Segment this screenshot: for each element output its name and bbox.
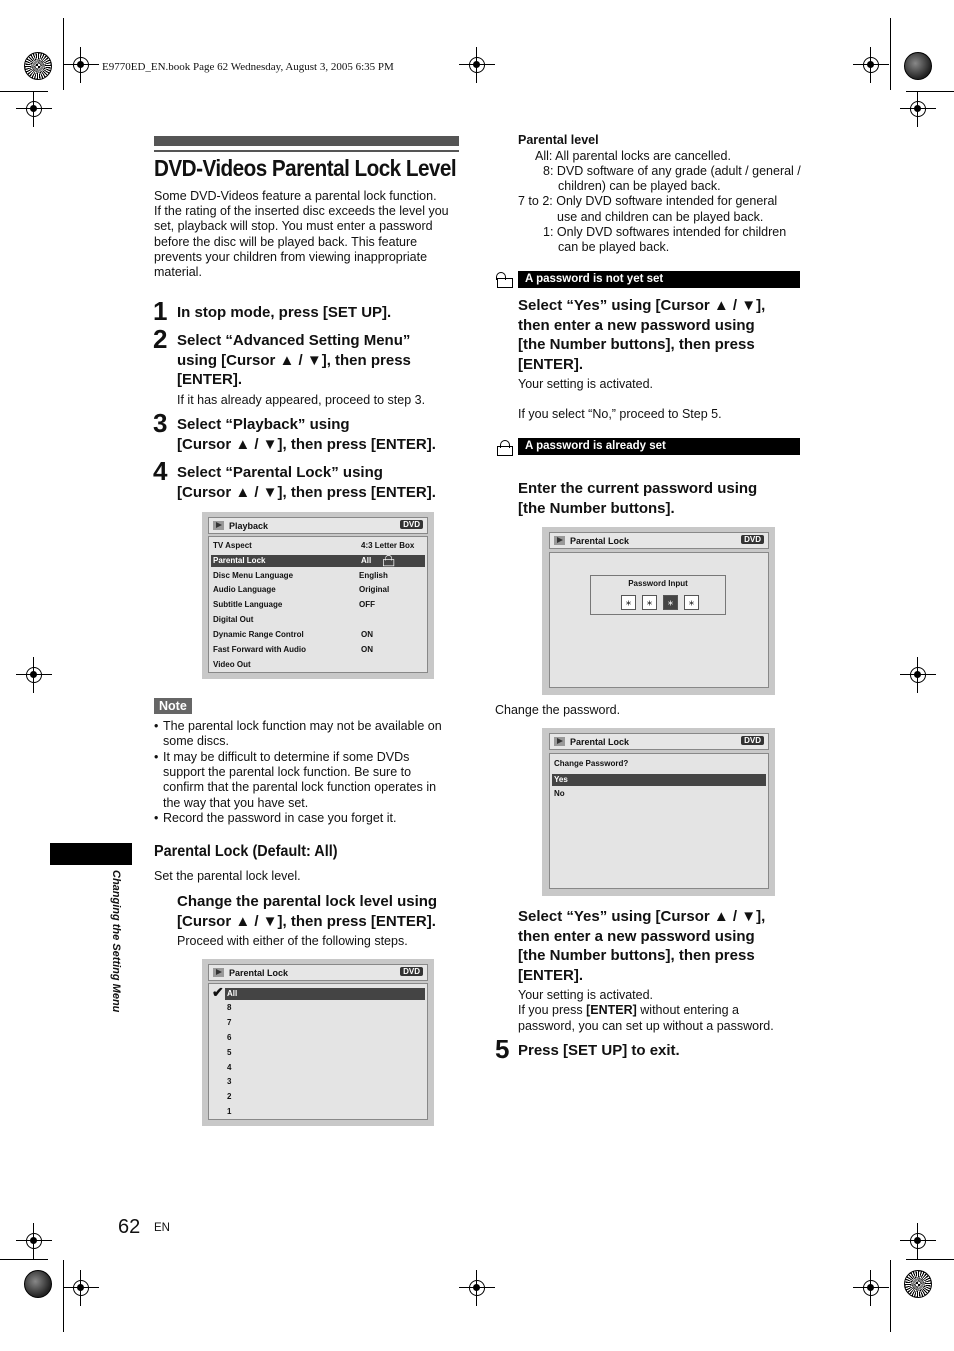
step-line: [the Number buttons], then press — [518, 947, 755, 964]
level-item[interactable]: 6 — [227, 1033, 232, 1042]
print-ball-mark — [24, 52, 52, 80]
step-2-note: If it has already appeared, proceed to step 3. — [177, 393, 426, 407]
change-level-instruction — [177, 892, 437, 931]
option-no[interactable]: No — [554, 789, 565, 798]
play-icon — [213, 968, 224, 977]
setting-row[interactable]: Digital Out — [213, 615, 254, 624]
screen-title: Parental Lock — [570, 536, 630, 546]
step-line: [ENTER]. — [177, 371, 242, 388]
step-line: Select “Parental Lock” using — [177, 464, 383, 481]
title-rule — [154, 150, 459, 152]
step-line: [Cursor ▲ / ▼], then press [ENTER]. — [177, 435, 436, 453]
screen-header — [549, 532, 769, 549]
note-bullet: • The parental lock function may not be available on some discs. — [163, 719, 442, 749]
step-number: 5 — [495, 1034, 510, 1064]
crop-mark — [0, 1259, 48, 1260]
intro-line: before the disc will be played back. This feature — [154, 234, 418, 249]
setting-row[interactable]: Fast Forward with Audio ON — [213, 645, 373, 654]
step-line: [Cursor ▲ / ▼], then press [ENTER]. — [177, 483, 436, 501]
step-line: Select “Playback” using — [177, 416, 350, 433]
level-item[interactable]: 8 — [227, 1003, 232, 1012]
crop-mark — [890, 1260, 891, 1332]
dvd-badge: DVD — [741, 736, 764, 745]
change-password-screen — [542, 728, 775, 896]
level-item[interactable]: 5 — [227, 1048, 232, 1057]
step-line: [the Number buttons]. — [518, 499, 675, 517]
step-line: Select “Advanced Setting Menu” — [177, 332, 411, 349]
setting-row[interactable]: Audio Language Original — [213, 585, 390, 594]
level-desc-line: children) can be played back. — [558, 179, 721, 193]
not-set-no-note: If you select “No,” proceed to Step 5. — [518, 407, 722, 421]
screen-title: Parental Lock — [570, 737, 630, 747]
step-line: Press [SET UP] to exit. — [518, 1042, 680, 1059]
change-password-caption: Change the password. — [495, 703, 621, 717]
step-3-text — [177, 415, 436, 454]
level-item[interactable]: 2 — [227, 1092, 232, 1101]
registration-mark — [16, 1223, 52, 1259]
play-icon — [554, 536, 565, 545]
option-yes[interactable]: Yes — [552, 774, 766, 786]
crop-mark — [906, 91, 954, 92]
unlocked-icon — [497, 272, 513, 287]
note-tag: Note — [154, 698, 192, 714]
step-line: then enter a new password using — [518, 316, 755, 334]
screen-header — [208, 517, 428, 534]
final-instruction — [518, 907, 765, 985]
intro-line: Some DVD-Videos feature a parental lock function. — [154, 189, 437, 203]
page-language: EN — [154, 1222, 170, 1234]
lock-icon — [383, 555, 394, 566]
step-line: [ENTER]. — [518, 355, 583, 373]
print-ball-mark — [904, 52, 932, 80]
print-ball-mark — [24, 1270, 52, 1298]
registration-mark — [853, 47, 889, 83]
step-number: 4 — [153, 456, 168, 486]
step-line: [the Number buttons], then press — [518, 336, 755, 353]
not-set-result: Your setting is activated. — [518, 377, 654, 391]
section-side-label: Changing the Setting Menu — [110, 870, 122, 1013]
page-title: DVD-Videos Parental Lock Level — [154, 155, 457, 181]
setting-row[interactable]: Video Out — [213, 660, 251, 669]
level-item[interactable]: 1 — [227, 1107, 232, 1116]
dvd-badge: DVD — [400, 967, 423, 976]
intro-line: prevents your children from viewing inappropriate — [154, 249, 428, 264]
level-item[interactable]: 3 — [227, 1077, 232, 1086]
note-bullet: • Record the password in case you forget it. — [163, 811, 396, 826]
step-number: 2 — [153, 324, 168, 354]
registration-mark — [900, 657, 936, 693]
already-set-instruction — [518, 479, 757, 518]
intro-paragraph — [154, 189, 449, 280]
change-password-question: Change Password? — [554, 759, 629, 768]
parental-level-screen — [202, 959, 434, 1126]
page-number: 62 — [118, 1216, 141, 1238]
level-desc-line: 1: Only DVD softwares intended for children — [543, 225, 787, 239]
step-line: In stop mode, press [SET UP]. — [177, 304, 392, 321]
registration-mark — [63, 47, 99, 83]
dvd-badge: DVD — [400, 520, 423, 529]
step-line: Select “Yes” using [Cursor ▲ / ▼], — [518, 908, 766, 925]
intro-line: material. — [154, 265, 202, 280]
level-item[interactable]: 7 — [227, 1018, 232, 1027]
setting-row-selected[interactable]: Parental Lock All — [211, 555, 425, 567]
crop-mark — [0, 91, 48, 92]
check-icon: ✔ — [212, 984, 224, 1000]
level-desc-line: can be played back. — [558, 240, 670, 254]
note-bullet: • It may be difficult to determine if some DVDs support the parental lock function. Be sure to confirm that the parental lock function operates in the way that you have set. — [163, 750, 436, 811]
registration-mark — [853, 1270, 889, 1306]
setting-row[interactable]: Disc Menu Language English — [213, 571, 388, 580]
not-set-bar: A password is not yet set — [518, 271, 800, 288]
dvd-badge: DVD — [741, 535, 764, 544]
registration-mark — [459, 47, 495, 83]
not-set-instruction — [518, 296, 765, 374]
play-icon — [554, 737, 565, 746]
crop-mark — [63, 1260, 64, 1332]
step-number: 3 — [153, 408, 168, 438]
play-icon — [213, 521, 224, 530]
level-item-selected[interactable]: All — [225, 988, 425, 1000]
book-header: E9770ED_EN.book Page 62 Wednesday, August 3, 2005 6:35 PM — [102, 61, 394, 73]
step-number: 1 — [153, 296, 168, 326]
step-line: [ENTER]. — [518, 966, 583, 984]
level-item[interactable]: 4 — [227, 1063, 232, 1072]
password-box — [590, 575, 726, 615]
parental-lock-heading: Parental Lock (Default: All) — [154, 843, 338, 860]
crop-mark — [890, 18, 891, 90]
step-line: then enter a new password using — [518, 927, 755, 945]
final-extra-line: password, you can set up without a password. — [518, 1019, 774, 1033]
parental-lock-desc: Set the parental lock level. — [154, 869, 301, 883]
level-desc-line: use and children can be played back. — [557, 210, 764, 224]
level-desc-line: All: All parental locks are cancelled. — [535, 149, 731, 163]
change-password-pane — [549, 753, 769, 889]
setting-row[interactable]: TV Aspect 4:3 Letter Box — [213, 541, 415, 550]
registration-mark — [459, 1270, 495, 1306]
already-set-bar: A password is already set — [518, 438, 800, 455]
step-line: using [Cursor ▲ / ▼], then press — [177, 351, 411, 369]
registration-mark — [900, 1223, 936, 1259]
intro-line: If the rating of the inserted disc exceeds the level you — [154, 204, 449, 219]
registration-mark — [900, 91, 936, 127]
locked-icon — [497, 440, 513, 455]
password-pane — [549, 552, 769, 688]
password-digit[interactable]: ⁎ — [642, 595, 657, 610]
setting-row[interactable]: Dynamic Range Control ON — [213, 630, 373, 639]
password-digit-active[interactable]: ⁎ — [663, 595, 678, 610]
screen-title: Playback — [229, 521, 269, 531]
step-1-text — [177, 303, 391, 323]
screen-header — [208, 964, 428, 981]
crop-mark — [63, 18, 64, 90]
step-2-text — [177, 331, 411, 390]
intro-line: set, playback will stop. You must enter a password — [154, 219, 433, 234]
final-result: Your setting is activated. — [518, 988, 654, 1002]
level-desc-line: 7 to 2: Only DVD software intended for general — [518, 194, 778, 208]
section-tab — [50, 843, 132, 865]
step-line: [Cursor ▲ / ▼], then press [ENTER]. — [177, 912, 436, 930]
settings-list — [208, 536, 428, 673]
registration-mark — [16, 91, 52, 127]
parental-level-heading: Parental level — [518, 133, 599, 147]
title-bar — [154, 136, 459, 146]
level-desc-line: 8: DVD software of any grade (adult / general / — [543, 164, 801, 178]
step-line: Enter the current password using — [518, 480, 758, 497]
setting-row[interactable]: Subtitle Language OFF — [213, 600, 375, 609]
password-box-title: Password Input — [628, 579, 688, 588]
registration-mark — [63, 1270, 99, 1306]
step-4-text — [177, 463, 436, 502]
print-ball-mark — [904, 1270, 932, 1298]
screen-title: Parental Lock — [229, 968, 289, 978]
step-5-text — [518, 1041, 680, 1061]
registration-mark — [16, 657, 52, 693]
password-digit[interactable]: ⁎ — [621, 595, 636, 610]
step-line: Change the parental lock level using — [177, 893, 438, 910]
crop-mark — [906, 1259, 954, 1260]
level-list — [208, 983, 428, 1120]
password-digit[interactable]: ⁎ — [684, 595, 699, 610]
screen-header — [549, 733, 769, 750]
playback-menu-screen — [202, 512, 434, 679]
change-level-note: Proceed with either of the following steps. — [177, 934, 408, 948]
step-line: Select “Yes” using [Cursor ▲ / ▼], — [518, 297, 766, 314]
password-input-screen — [542, 527, 775, 695]
final-extra-line: If you press [ENTER] without entering a — [518, 1003, 739, 1017]
